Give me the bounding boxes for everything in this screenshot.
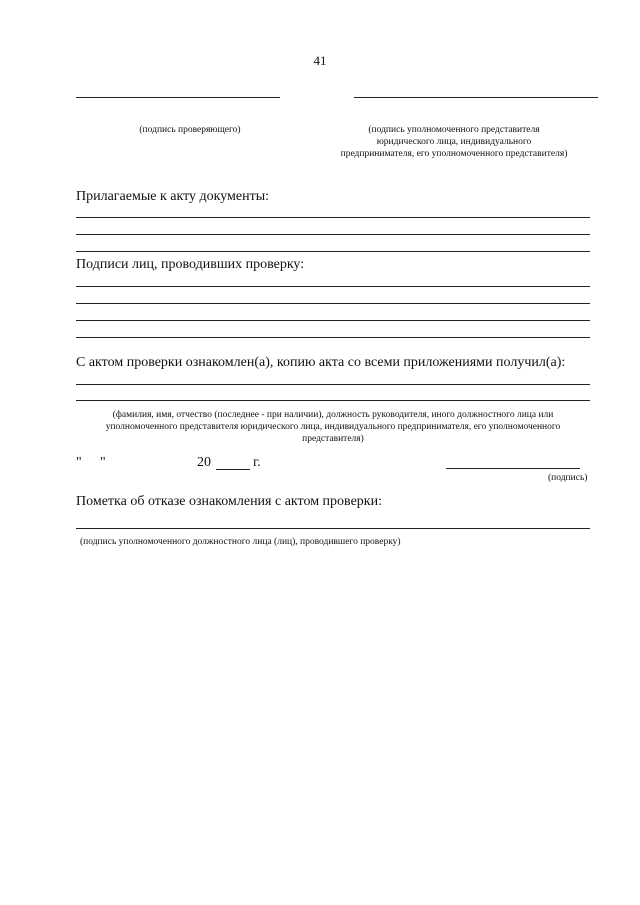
acquainted-signature-caption: (подпись) (548, 473, 588, 483)
attached-documents-heading: Прилагаемые к акту документы: (76, 189, 270, 204)
acquainted-heading: С актом проверки ознакомлен(а), копию акта со всеми приложениями получил(а): (76, 355, 566, 370)
acquainted-line-2[interactable] (76, 400, 590, 401)
date-open-quote: " (76, 455, 82, 470)
date-year-prefix: 20 (197, 455, 211, 470)
refusal-line[interactable] (76, 528, 590, 529)
date-year-blank[interactable] (216, 469, 250, 470)
inspector-signature-caption: (подпись проверяющего) (139, 125, 241, 135)
attached-documents-line-3[interactable] (76, 251, 590, 252)
representative-signature-caption: (подпись уполномоченного представителя юридического лица, индивидуального предпринимателя, его уполномоченного представителя) (340, 125, 568, 159)
inspectors-signatures-heading: Подписи лиц, проводивших проверку: (76, 257, 305, 272)
acquainted-caption: (фамилия, имя, отчество (последнее - при наличии), должность руководителя, иного должностного лица или уполномоченного представителя юридического лица, индивидуального предпринимателя, его уполномоченного представителя) (105, 410, 561, 444)
date-close-quote: " (100, 455, 106, 470)
inspectors-signatures-line-4[interactable] (76, 337, 590, 338)
refusal-heading: Пометка об отказе ознакомления с актом проверки: (76, 494, 382, 509)
acquainted-signature-line[interactable] (446, 468, 580, 469)
inspectors-signatures-line-1[interactable] (76, 286, 590, 287)
inspectors-signatures-line-2[interactable] (76, 303, 590, 304)
attached-documents-line-2[interactable] (76, 234, 590, 235)
acquainted-line-1[interactable] (76, 384, 590, 385)
page-number: 41 (313, 53, 327, 68)
inspectors-signatures-line-3[interactable] (76, 320, 590, 321)
date-year-suffix: г. (253, 455, 261, 470)
attached-documents-line-1[interactable] (76, 217, 590, 218)
representative-signature-line[interactable] (354, 97, 598, 98)
refusal-caption: (подпись уполномоченного должностного лица (лиц), проводившего проверку) (80, 537, 401, 547)
inspector-signature-line[interactable] (76, 97, 280, 98)
